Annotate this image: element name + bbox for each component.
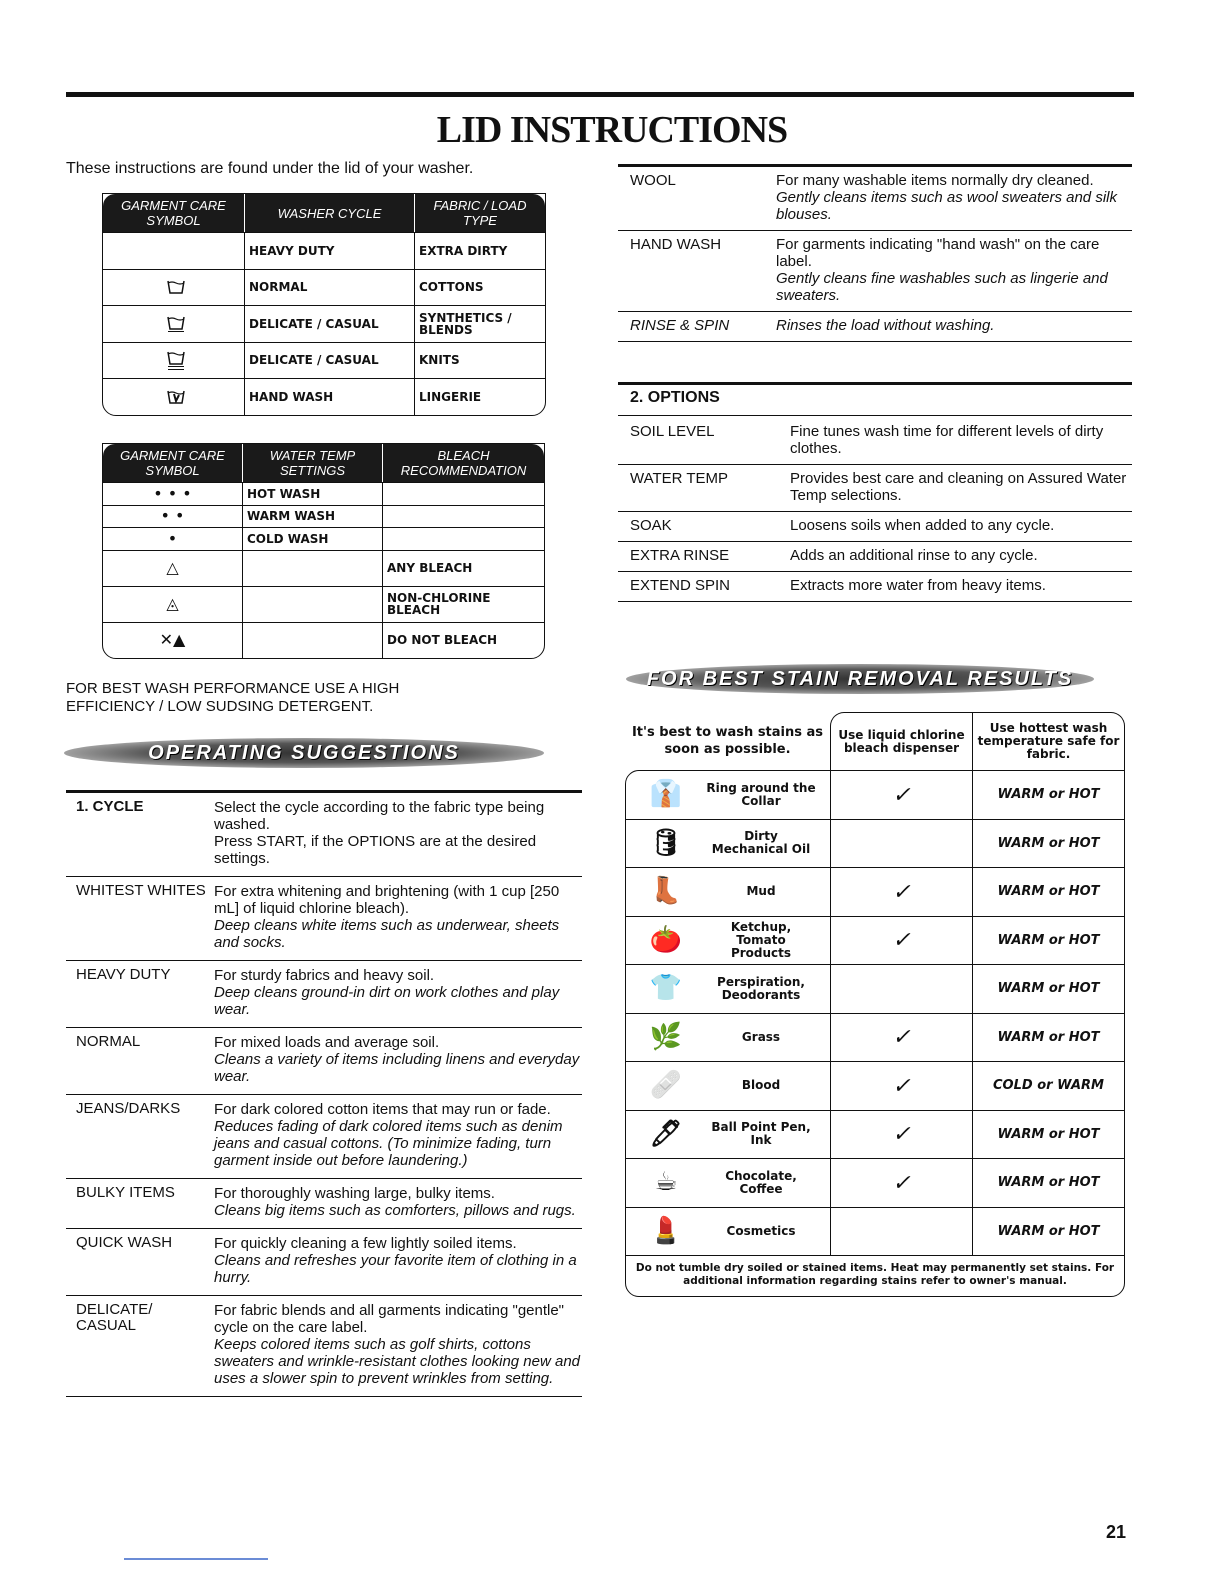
bleach-cell: ANY BLEACH <box>387 561 473 575</box>
bleach-cell: NON-CHLORINE BLEACH <box>387 591 491 617</box>
operating-description <box>214 883 582 951</box>
stain-type-cell <box>626 1159 831 1207</box>
stain-icon: 🍅 <box>649 924 683 955</box>
option-description: Provides best care and cleaning on Assured Water Temp selections. <box>790 470 1127 504</box>
fabric-type-cell: SYNTHETICS / BLENDS <box>419 310 512 337</box>
stain-icon: 🌿 <box>649 1021 683 1052</box>
cycle-table-row <box>103 269 545 306</box>
operating-text: For extra whitening and brightening (with 1 cup [250 mL] of liquid chlorine bleach). <box>214 883 560 917</box>
fabric-type-cell: LINGERIE <box>419 389 482 404</box>
operating-key: JEANS/DARKS <box>76 1100 181 1117</box>
temp-table-row <box>103 505 544 528</box>
operating-key: BULKY ITEMS <box>76 1184 175 1201</box>
bleach-check: ✓ <box>831 1111 973 1159</box>
stain-type-cell <box>626 868 831 916</box>
option-description: Adds an additional rinse to any cycle. <box>790 547 1038 564</box>
stain-name: Ketchup, Tomato Products <box>730 919 792 960</box>
stain-type-cell <box>626 1062 831 1110</box>
stain-icon: 🩹 <box>649 1070 683 1101</box>
option-description: Loosens soils when added to any cycle. <box>790 517 1055 534</box>
option-row <box>618 572 1132 602</box>
operating-description <box>214 1101 582 1169</box>
header-bleach: BLEACH RECOMMENDATION <box>400 448 527 478</box>
option-row <box>618 465 1132 512</box>
operating-key: QUICK WASH <box>76 1234 173 1251</box>
temp-bleach-table <box>102 443 545 659</box>
option-row <box>618 512 1132 542</box>
hand-wash-icon <box>103 379 245 415</box>
option-key: SOAK <box>630 517 672 534</box>
bleach-check: ✓ <box>831 868 973 916</box>
operating-description <box>214 1235 582 1286</box>
page-title: LID INSTRUCTIONS <box>436 109 788 151</box>
water-temp-cell: COLD WASH <box>243 528 383 550</box>
cycle-cont-description <box>776 236 1132 304</box>
cycles-continued-table <box>618 164 1132 342</box>
operating-text: For thoroughly washing large, bulky items. <box>214 1185 495 1202</box>
water-temp-cell <box>243 551 383 586</box>
operating-text: For mixed loads and average soil. <box>214 1034 440 1051</box>
bleach-check: ✓ <box>831 771 973 819</box>
temp-table-row <box>103 550 544 586</box>
bleach-check: ✓ <box>831 917 973 965</box>
option-key: EXTRA RINSE <box>630 547 730 564</box>
stain-icon: 👔 <box>649 779 683 810</box>
temp-table-row <box>103 482 544 505</box>
wash-temperature: WARM or HOT <box>997 835 1100 851</box>
cycle-cont-text: For garments indicating "hand wash" on the care label. <box>776 236 1100 270</box>
cycle-cont-text: For many washable items normally dry cleaned. <box>776 172 1094 189</box>
stain-icon: 👕 <box>649 973 683 1004</box>
water-temp-cell <box>243 623 383 658</box>
bleach-check: ✓ <box>831 1062 973 1110</box>
washer-cycle-cell: DELICATE / CASUAL <box>245 306 415 342</box>
bleach-check <box>831 965 973 1013</box>
operating-key: DELICATE/ CASUAL <box>76 1301 153 1334</box>
stain-header-temperature: Use hottest wash temperature safe for fabric. <box>973 712 1125 770</box>
cycle-cont-row <box>618 167 1132 231</box>
operating-row <box>66 1028 582 1095</box>
cycle-table-row <box>103 232 545 269</box>
water-temp-cell <box>243 587 383 622</box>
top-rule <box>66 92 1134 97</box>
stain-name: Perspiration, Deodorants <box>717 974 805 1002</box>
option-description: Extracts more water from heavy items. <box>790 577 1046 594</box>
operating-italic-text: Cleans and refreshes your favorite item of clothing in a hurry. <box>214 1252 577 1286</box>
stain-row <box>626 1062 1124 1111</box>
option-key: EXTEND SPIN <box>630 577 731 594</box>
care-symbol: △ <box>103 551 243 586</box>
wash-temperature: WARM or HOT <box>997 787 1100 803</box>
operating-row <box>66 793 582 877</box>
operating-row <box>66 877 582 961</box>
operating-key: WHITEST WHITES <box>76 882 206 899</box>
stain-table-header <box>625 712 1125 770</box>
wash-temperature: WARM or HOT <box>997 1126 1100 1142</box>
cycle-table-row <box>103 378 545 415</box>
bleach-cell <box>383 483 544 505</box>
stain-row <box>626 820 1124 869</box>
care-symbol: • <box>103 528 243 550</box>
stain-name: Dirty Mechanical Oil <box>711 829 811 857</box>
cycle-table-header <box>103 194 545 232</box>
header-washer-cycle: WASHER CYCLE <box>245 194 415 232</box>
wash-temperature: WARM or HOT <box>997 1029 1100 1045</box>
header-water-temp: WATER TEMP SETTINGS <box>243 444 383 482</box>
cycle-table-row <box>103 342 545 379</box>
operating-italic-text: Deep cleans white items such as underwear, sheets and socks. <box>214 917 560 951</box>
fabric-type-cell: EXTRA DIRTY <box>419 243 508 258</box>
cycle-cont-italic-text: Rinses the load without washing. <box>776 317 995 334</box>
cycle-cont-description <box>776 172 1132 223</box>
cycle-cont-description <box>776 317 1132 334</box>
stain-type-cell <box>626 917 831 965</box>
bleach-cell <box>383 528 544 550</box>
header-garment-symbol: GARMENT CARE SYMBOL <box>103 194 245 232</box>
wash-tub-icon <box>103 270 245 306</box>
washer-cycle-cell: NORMAL <box>245 270 415 306</box>
stain-row <box>626 771 1124 820</box>
operating-italic-text: Keeps colored items such as golf shirts, cottons sweaters and wrinkle-resistant clothes looking new and uses a slower spin to prevent wrinkles from setting. <box>214 1336 581 1387</box>
stain-table <box>625 712 1125 1297</box>
wash-temperature: COLD or WARM <box>993 1078 1104 1094</box>
option-description: Fine tunes wash time for different levels of dirty clothes. <box>790 423 1104 457</box>
operating-key: 1. CYCLE <box>76 798 144 815</box>
stain-row <box>626 1208 1124 1257</box>
cycle-cont-key: RINSE & SPIN <box>630 317 730 334</box>
washer-cycle-cell: DELICATE / CASUAL <box>245 343 415 379</box>
stain-type-cell <box>626 1014 831 1062</box>
operating-text: Select the cycle according to the fabric type being washed. <box>214 799 545 833</box>
stain-icon: 🛢 <box>649 827 683 858</box>
washer-cycle-cell: HAND WASH <box>245 379 415 415</box>
stain-name: Chocolate, Coffee <box>725 1168 797 1196</box>
stain-row <box>626 917 1124 966</box>
water-temp-cell: WARM WASH <box>243 506 383 528</box>
stain-row <box>626 965 1124 1014</box>
cycle-cont-italic-text: Gently cleans fine washables such as lingerie and sweaters. <box>776 270 1108 304</box>
operating-row <box>66 961 582 1028</box>
stain-type-cell <box>626 1208 831 1256</box>
operating-row <box>66 1179 582 1229</box>
operating-text: Press START, if the OPTIONS are at the desired settings. <box>214 833 537 867</box>
care-symbol: • • <box>103 506 243 528</box>
stain-row <box>626 1159 1124 1208</box>
operating-italic-text: Cleans a variety of items including linens and everyday wear. <box>214 1051 580 1085</box>
cycle-table <box>102 193 546 416</box>
operating-row <box>66 1095 582 1179</box>
option-row <box>618 542 1132 572</box>
operating-italic-text: Deep cleans ground-in dirt on work clothes and play wear. <box>214 984 560 1018</box>
operating-suggestions-table <box>66 790 582 1397</box>
operating-row <box>66 1296 582 1397</box>
cycle-table-row <box>103 305 545 342</box>
intro-text: These instructions are found under the lid of your washer. <box>66 160 474 177</box>
stain-header-bleach: Use liquid chlorine bleach dispenser <box>830 712 973 770</box>
operating-key: HEAVY DUTY <box>76 966 171 983</box>
stain-type-cell <box>626 1111 831 1159</box>
operating-description <box>214 1302 582 1387</box>
empty-symbol-cell <box>103 233 245 269</box>
stain-name: Blood <box>741 1078 781 1093</box>
operating-text: For dark colored cotton items that may run or fade. <box>214 1101 551 1118</box>
bleach-check <box>831 1208 973 1256</box>
wash-tub-double-bar-icon <box>103 343 245 379</box>
stain-type-cell <box>626 771 831 819</box>
stain-table-body <box>625 770 1125 1297</box>
footer-link-underline <box>124 1558 268 1560</box>
wash-temperature: WARM or HOT <box>997 1175 1100 1191</box>
fabric-type-cell: COTTONS <box>419 280 484 295</box>
stain-type-cell <box>626 965 831 1013</box>
wash-tub-bar-icon <box>103 306 245 342</box>
stain-footer: Do not tumble dry soiled or stained items. Heat may permanently set stains. For additional information regarding stains refer to owner's manual. <box>635 1262 1115 1287</box>
stain-name: Grass <box>741 1029 781 1044</box>
bleach-check <box>831 820 973 868</box>
cycle-cont-italic-text: Gently cleans items such as wool sweaters and silk blouses. <box>776 189 1117 223</box>
operating-description <box>214 799 582 867</box>
stain-name: Mud <box>746 884 776 899</box>
option-key: SOIL LEVEL <box>630 423 715 440</box>
bleach-check: ✓ <box>831 1014 973 1062</box>
wash-temperature: WARM or HOT <box>997 932 1100 948</box>
operating-row <box>66 1229 582 1296</box>
operating-key: NORMAL <box>76 1033 141 1050</box>
temp-table-row <box>103 527 544 550</box>
cycle-cont-row <box>618 312 1132 342</box>
temp-table-row <box>103 622 544 658</box>
stain-removal-banner: FOR BEST STAIN REMOVAL RESULTS <box>626 664 1094 694</box>
operating-italic-text: Reduces fading of dark colored items such as denim jeans and casual cottons. (To minimize fading, turn garment inside out before laundering.) <box>214 1118 563 1169</box>
stain-row <box>626 868 1124 917</box>
wash-temperature: WARM or HOT <box>997 981 1100 997</box>
water-temp-cell: HOT WASH <box>243 483 383 505</box>
options-table <box>618 418 1132 602</box>
stain-icon: 💄 <box>649 1215 683 1246</box>
header-garment-symbol: GARMENT CARE SYMBOL <box>103 444 243 482</box>
stain-name: Cosmetics <box>726 1223 796 1238</box>
option-key: WATER TEMP <box>630 470 729 487</box>
bleach-check: ✓ <box>831 1159 973 1207</box>
cycle-cont-row <box>618 231 1132 312</box>
operating-text: For fabric blends and all garments indicating "gentle" cycle on the care label. <box>214 1302 565 1336</box>
operating-suggestions-banner: OPERATING SUGGESTIONS <box>64 738 544 768</box>
operating-description <box>214 967 582 1018</box>
care-symbol: ◬ <box>103 587 243 622</box>
fabric-type-cell: KNITS <box>419 353 460 368</box>
temp-table-row <box>103 586 544 622</box>
performance-note: FOR BEST WASH PERFORMANCE USE A HIGH EFFICIENCY / LOW SUDSING DETERGENT. <box>66 680 400 715</box>
bleach-cell: DO NOT BLEACH <box>387 633 498 647</box>
operating-description <box>214 1034 582 1085</box>
stain-header-wash-soon: It's best to wash stains as soon as possible. <box>631 725 824 757</box>
wash-temperature: WARM or HOT <box>997 1223 1100 1239</box>
options-title: 2. OPTIONS <box>618 382 1132 416</box>
wash-temperature: WARM or HOT <box>997 884 1100 900</box>
washer-cycle-cell: HEAVY DUTY <box>245 233 415 269</box>
stain-type-cell <box>626 820 831 868</box>
stain-icon: ☕ <box>654 1167 678 1198</box>
header-fabric-type: FABRIC / LOAD TYPE <box>433 198 527 228</box>
stain-name: Ball Point Pen, Ink <box>711 1120 811 1148</box>
cycle-cont-key: WOOL <box>630 172 676 189</box>
page-number: 21 <box>1106 1522 1127 1542</box>
temp-table-header <box>103 444 544 482</box>
stain-row <box>626 1111 1124 1160</box>
operating-text: For quickly cleaning a few lightly soiled items. <box>214 1235 517 1252</box>
stain-icon: 👢 <box>649 876 683 907</box>
option-row <box>618 418 1132 465</box>
operating-description <box>214 1185 582 1219</box>
stain-row <box>626 1014 1124 1063</box>
cycle-cont-key: HAND WASH <box>630 236 722 253</box>
operating-italic-text: Cleans big items such as comforters, pillows and rugs. <box>214 1202 576 1219</box>
operating-text: For sturdy fabrics and heavy soil. <box>214 967 435 984</box>
stain-icon: 🖊 <box>649 1118 683 1149</box>
stain-name: Ring around the Collar <box>706 780 816 808</box>
care-symbol: • • • <box>103 483 243 505</box>
bleach-cell <box>383 506 544 528</box>
care-symbol: ✕▲ <box>103 623 243 658</box>
